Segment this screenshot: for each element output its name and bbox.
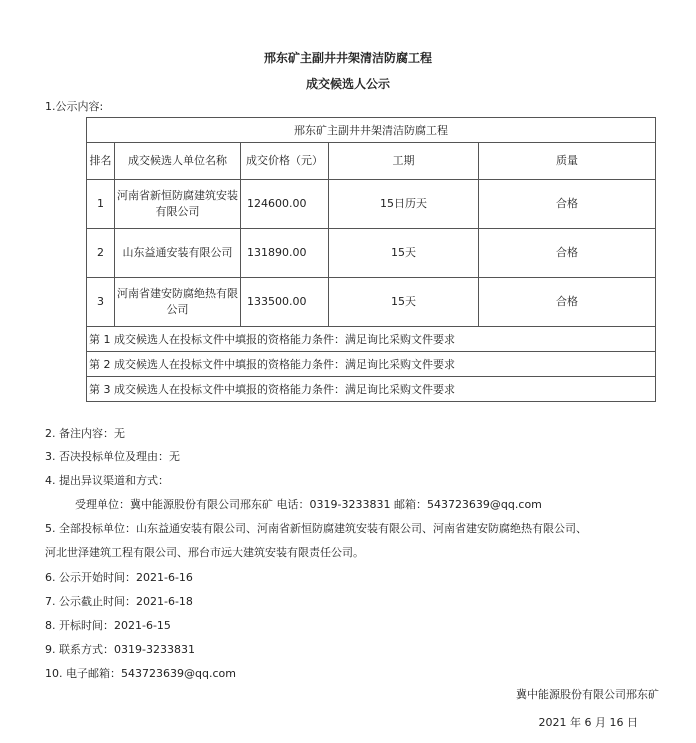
header-price: 成交价格（元） [241,143,329,180]
cell-name: 山东益通安装有限公司 [115,229,241,278]
cell-period: 15日历天 [329,180,479,229]
qualification-note: 第 1 成交候选人在投标文件中填报的资格能力条件：满足询比采购文件要求 [87,327,656,352]
table-caption: 邢东矿主副井井架清洁防腐工程 [87,118,656,143]
contact-phone-item: 9. 联系方式：0319-3233831 [45,643,195,656]
qualification-note-row [87,377,656,402]
cell-price: 124600.00 [241,180,329,229]
table-header-row [87,143,656,180]
cell-price: 133500.00 [241,278,329,327]
qualification-note-row [87,327,656,352]
qualification-note: 第 3 成交候选人在投标文件中填报的资格能力条件：满足询比采购文件要求 [87,377,656,402]
candidate-table [86,117,656,402]
cell-name: 河南省建安防腐绝热有限公司 [115,278,241,327]
table-row [87,229,656,278]
cell-rank: 3 [87,278,115,327]
cell-rank: 1 [87,180,115,229]
objection-channel-item: 4. 提出异议渠道和方式： [45,474,169,487]
table-row [87,180,656,229]
cell-quality: 合格 [479,278,656,327]
header-rank: 排名 [87,143,115,180]
contact-email-item: 10. 电子邮箱：543723639@qq.com [45,667,236,680]
issue-date: 2021 年 6 月 16 日 [538,716,638,729]
cell-period: 15天 [329,229,479,278]
table-caption-row [87,118,656,143]
cell-name: 河南省新恒防腐建筑安装有限公司 [115,180,241,229]
header-quality: 质量 [479,143,656,180]
section-1-label: 1.公示内容: [45,100,104,113]
qualification-note-row [87,352,656,377]
issuer-name: 冀中能源股份有限公司邢东矿 [516,688,659,701]
cell-period: 15天 [329,278,479,327]
qualification-note: 第 2 成交候选人在投标文件中填报的资格能力条件：满足询比采购文件要求 [87,352,656,377]
cell-rank: 2 [87,229,115,278]
remarks-item: 2. 备注内容：无 [45,427,125,440]
publicity-start-item: 6. 公示开始时间：2021-6-16 [45,571,193,584]
table-row [87,278,656,327]
cell-quality: 合格 [479,229,656,278]
document-subtitle: 成交候选人公示 [305,77,390,91]
objection-contact-detail: 受理单位：冀中能源股份有限公司邢东矿 电话：0319-3233831 邮箱：543723639@qq.com [75,498,542,511]
header-name: 成交候选人单位名称 [115,143,241,180]
bid-opening-item: 8. 开标时间：2021-6-15 [45,619,171,632]
all-bidders-item-continued: 河北世泽建筑工程有限公司、邢台市远大建筑安装有限责任公司。 [45,546,364,559]
all-bidders-item: 5. 全部投标单位：山东益通安装有限公司、河南省新恒防腐建筑安装有限公司、河南省建安防腐绝热有限公司、 [45,522,587,535]
cell-quality: 合格 [479,180,656,229]
document-title: 邢东矿主副井井架清洁防腐工程 [263,51,432,65]
publicity-end-item: 7. 公示截止时间：2021-6-18 [45,595,193,608]
cell-price: 131890.00 [241,229,329,278]
rejected-bidders-item: 3. 否决投标单位及理由：无 [45,450,180,463]
header-period: 工期 [329,143,479,180]
